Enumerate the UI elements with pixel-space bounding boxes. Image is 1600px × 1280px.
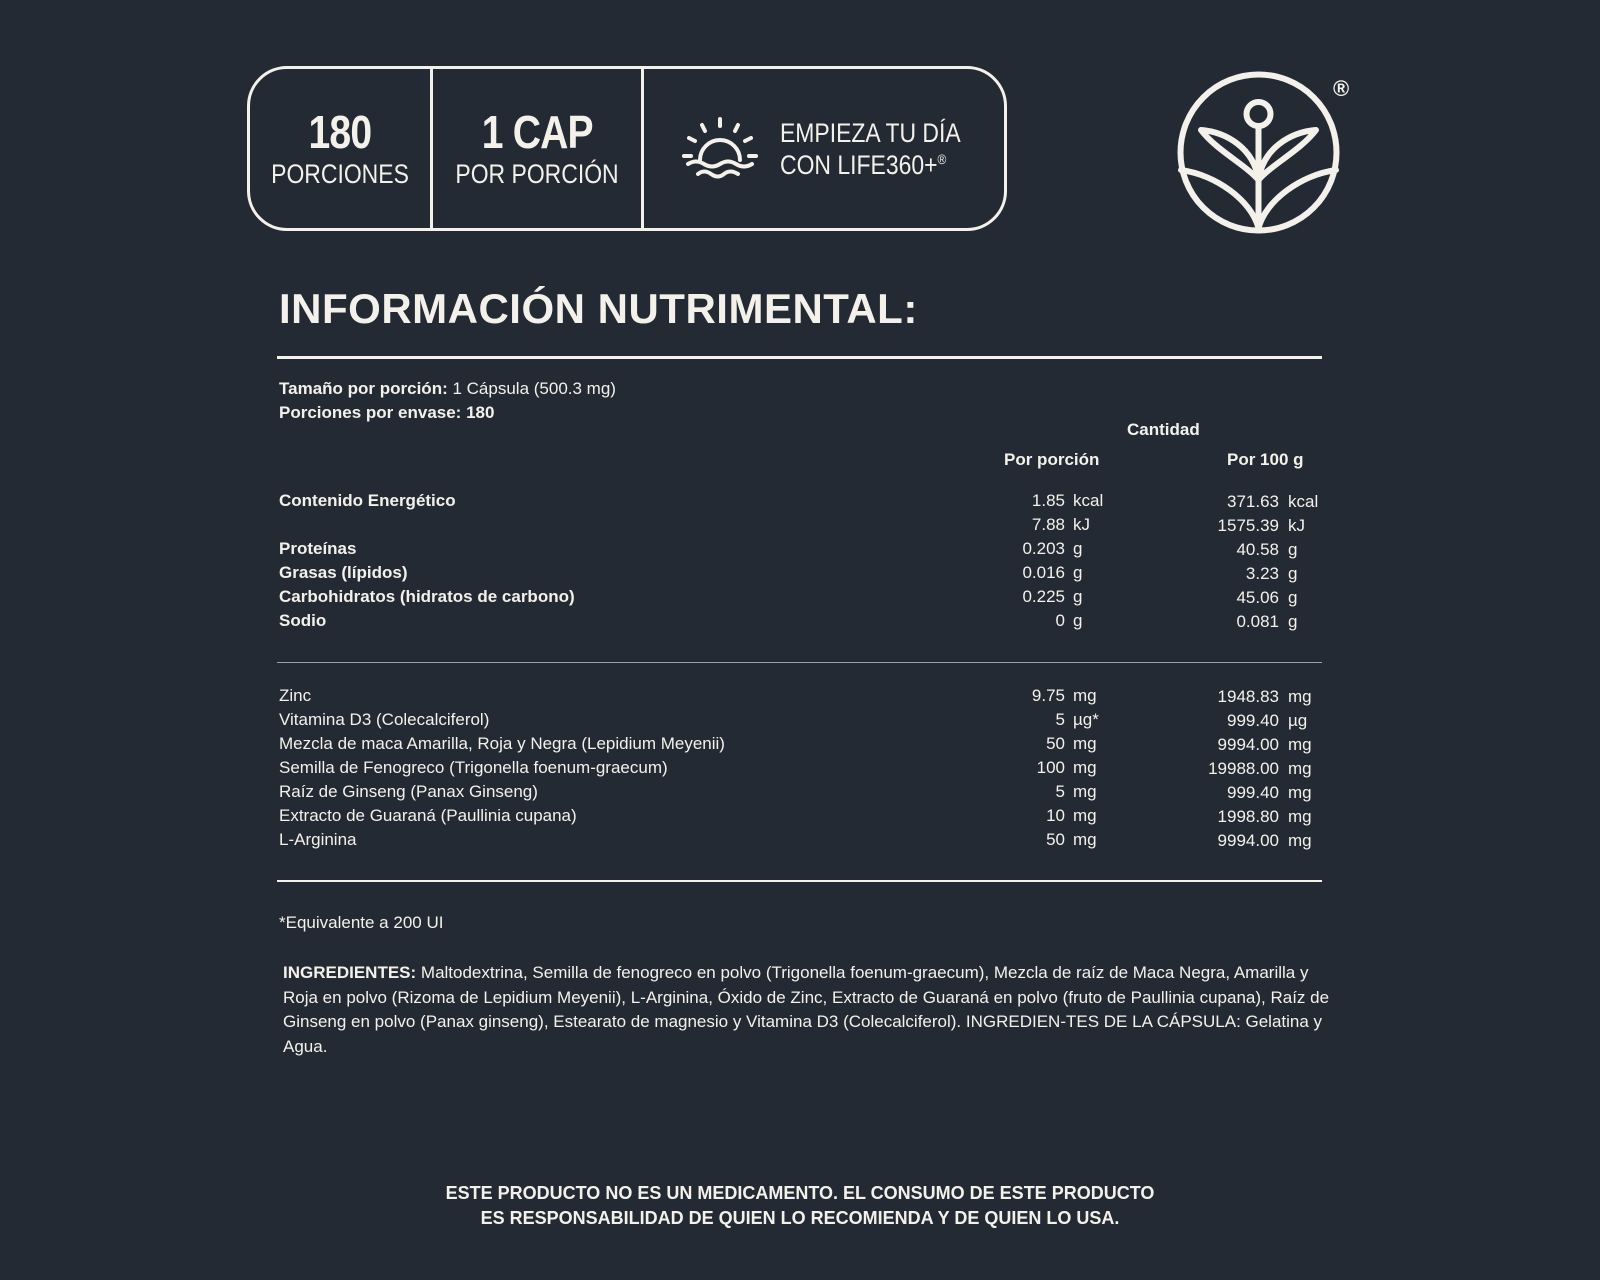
per-serving-value: 10 [1046, 806, 1065, 825]
nutrient-name: Grasas (lípidos) [279, 563, 408, 582]
nutrient-name: Proteínas [279, 539, 357, 558]
per-100g-value: 9994.00 [1217, 735, 1279, 754]
per-100g-unit: mg [1288, 735, 1312, 754]
ingredient-name: Zinc [279, 686, 312, 705]
per-serving-value: 0.225 [1022, 587, 1065, 606]
per-100g-value: 1948.83 [1217, 687, 1279, 706]
per-serving-value: 5 [1055, 710, 1065, 729]
per-100g-value: 999.40 [1227, 783, 1279, 802]
per-serving-unit: g [1073, 587, 1083, 606]
serving-size [279, 377, 616, 401]
per-serving-value: 9.75 [1031, 686, 1065, 705]
per-serving-value: 7.88 [1031, 515, 1065, 534]
per-100g-value: 19988.00 [1208, 759, 1279, 778]
disclaimer-line-2: ES RESPONSABILIDAD DE QUIEN LO RECOMIENDA Y DE QUIEN LO USA. [480, 1208, 1120, 1228]
per-100g-value: 371.63 [1227, 492, 1279, 511]
ingredients-label: INGREDIENTES: [283, 963, 417, 982]
per-serving-value: 50 [1046, 734, 1065, 753]
ingredient-name: Mezcla de maca Amarilla, Roja y Negra (Lepidium Meyenii) [279, 734, 725, 753]
quantity-header: Cantidad [1127, 420, 1200, 439]
page-title: INFORMACIÓN NUTRIMENTAL: [279, 285, 918, 332]
per-serving-unit: µg* [1073, 710, 1099, 729]
plant-circle-logo-icon [1176, 70, 1341, 235]
dose-label: POR PORCIÓN [455, 158, 619, 189]
sunrise-icon [680, 116, 760, 182]
per-100g-unit: g [1288, 564, 1298, 583]
per-serving-value: 0.016 [1022, 563, 1065, 582]
per-100g-unit: kJ [1288, 516, 1305, 535]
disclaimer [0, 1181, 1600, 1231]
per-100g-unit: g [1288, 612, 1298, 631]
ingredient-name: L-Arginina [279, 830, 357, 849]
per-serving-value: 1.85 [1031, 491, 1065, 510]
per-100g-unit: mg [1288, 831, 1312, 850]
nutrient-name: Sodio [279, 611, 327, 630]
registered-mark: ® [937, 150, 947, 167]
per-100g-value: 1998.80 [1217, 807, 1279, 826]
per-100g-header: Por 100 g [1227, 450, 1304, 469]
per-serving-unit: mg [1073, 686, 1097, 705]
serving-size-label: Tamaño por porción: [279, 379, 448, 398]
servings-value: 180 [308, 105, 372, 158]
per-serving-unit: kcal [1073, 491, 1104, 510]
per-100g-value: 45.06 [1236, 588, 1279, 607]
ingredients-paragraph [283, 961, 1333, 1059]
per-serving-unit: mg [1073, 758, 1097, 777]
per-100g-value: 3.23 [1245, 564, 1279, 583]
table-bottom-divider [277, 880, 1322, 882]
per-serving-unit: mg [1073, 782, 1097, 801]
per-100g-unit: mg [1288, 687, 1312, 706]
per-serving-unit: mg [1073, 830, 1097, 849]
per-serving-value: 0.203 [1022, 539, 1065, 558]
per-100g-unit: mg [1288, 759, 1312, 778]
serving-size-value: 1 Cápsula (500.3 mg) [447, 379, 616, 398]
per-100g-value: 9994.00 [1217, 831, 1279, 850]
slogan-badge [644, 69, 1004, 228]
nutrient-name: Contenido Energético [279, 491, 456, 510]
per-100g-unit: µg [1288, 711, 1308, 730]
per-100g-unit: mg [1288, 783, 1312, 802]
per-serving-unit: kJ [1073, 515, 1090, 534]
per-100g-unit: kcal [1288, 492, 1319, 511]
section-divider [277, 662, 1322, 663]
per-serving-unit: mg [1073, 734, 1097, 753]
title-divider [277, 356, 1322, 359]
servings-label: PORCIONES [271, 158, 409, 189]
ingredients-text: Maltodextrina, Semilla de fenogreco en polvo (Trigonella foenum-graecum), Mezcla de raíz de Maca Negra, Amarilla y Roja en polvo (Rizoma de Lepidium Meyenii), L-Arginina, Óxido de Zinc, Extracto de Guaraná en polvo (fruto de Paullinia cupana), Raíz de Ginseng en polvo (Panax ginseng), Estearato de magnesio y Vitamina D3 (Colecalciferol). INGREDIEN-TES DE LA CÁPSULA: Gelatina y Agua. [283, 963, 1330, 1056]
servings-per-container: Porciones por envase: 180 [279, 403, 495, 422]
per-serving-value: 100 [1036, 758, 1065, 777]
dose-value: 1 CAP [481, 105, 593, 158]
per-serving-value: 0 [1055, 611, 1065, 630]
per-100g-value: 999.40 [1227, 711, 1279, 730]
per-100g-value: 40.58 [1236, 540, 1279, 559]
disclaimer-line-1: ESTE PRODUCTO NO ES UN MEDICAMENTO. EL CONSUMO DE ESTE PRODUCTO [445, 1183, 1155, 1203]
dose-badge [433, 69, 644, 228]
per-serving-unit: g [1073, 611, 1083, 630]
per-100g-value: 1575.39 [1217, 516, 1279, 535]
nutrient-name: Carbohidratos (hidratos de carbono) [279, 587, 575, 606]
ingredient-name: Extracto de Guaraná (Paullinia cupana) [279, 806, 577, 825]
per-100g-unit: g [1288, 540, 1298, 559]
ingredient-name: Semilla de Fenogreco (Trigonella foenum-graecum) [279, 758, 668, 777]
logo-registered-mark: ® [1333, 76, 1350, 101]
servings-badge [250, 69, 433, 228]
per-serving-header: Por porción [1004, 450, 1100, 469]
slogan-line-2: CON LIFE360+ [780, 149, 938, 180]
per-serving-value: 50 [1046, 830, 1065, 849]
footnote: *Equivalente a 200 UI [279, 913, 444, 932]
product-badges [247, 66, 1007, 231]
per-serving-unit: mg [1073, 806, 1097, 825]
per-100g-unit: g [1288, 588, 1298, 607]
slogan-text [780, 117, 961, 181]
per-serving-value: 5 [1055, 782, 1065, 801]
slogan-line-1: EMPIEZA TU DÍA [780, 117, 961, 148]
ingredient-name: Vitamina D3 (Colecalciferol) [279, 710, 490, 729]
per-serving-unit: g [1073, 539, 1083, 558]
ingredient-name: Raíz de Ginseng (Panax Ginseng) [279, 782, 538, 801]
per-serving-unit: g [1073, 563, 1083, 582]
per-100g-unit: mg [1288, 807, 1312, 826]
per-100g-value: 0.081 [1236, 612, 1279, 631]
